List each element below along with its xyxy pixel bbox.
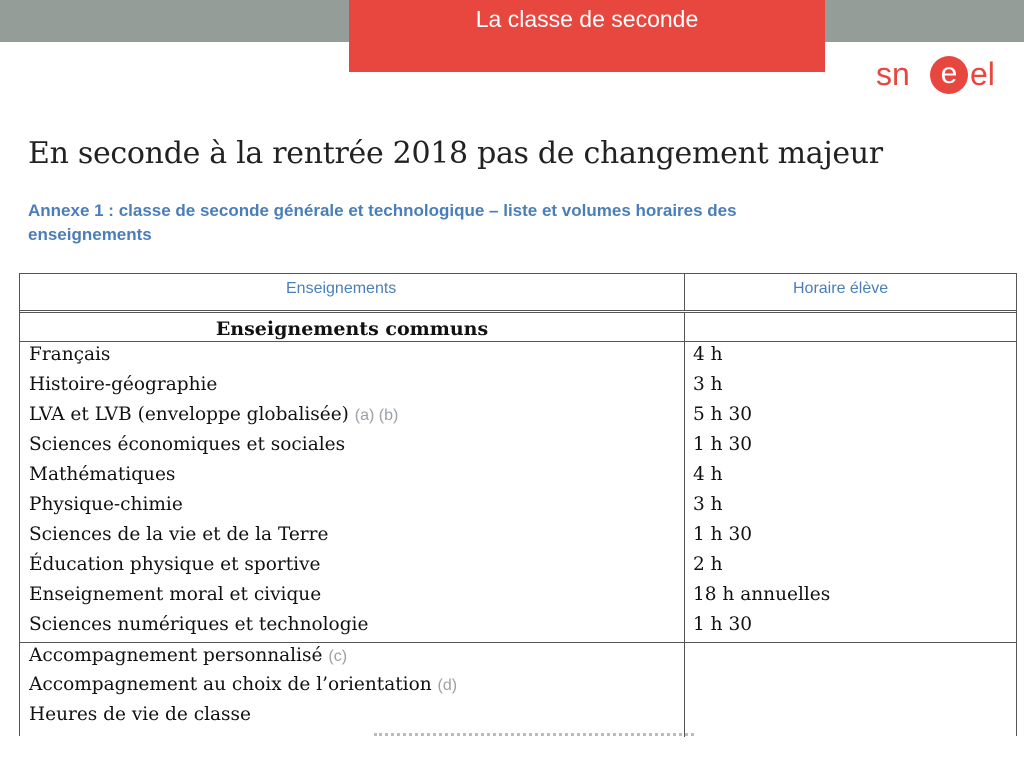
course-row-label: Physique-chimie xyxy=(29,494,183,515)
logo-circle-letter: e xyxy=(940,57,958,90)
course-row-label: Enseignement moral et civique xyxy=(29,584,322,605)
annex-title-line1: Annexe 1 : classe de seconde générale et technologique – liste et volumes horaires des xyxy=(28,201,737,220)
header-tab-label: La classe de seconde xyxy=(475,6,699,32)
footnote-mark: (a) (b) xyxy=(354,407,399,424)
hours-table xyxy=(19,273,1017,736)
hours-cell: 2 h xyxy=(693,554,723,575)
column-divider xyxy=(684,274,685,737)
course-row-label: Éducation physique et sportive xyxy=(29,554,321,575)
section-title: Enseignements communs xyxy=(215,318,489,340)
annex-title xyxy=(28,199,958,247)
snpel-logo xyxy=(876,50,996,98)
course-row-label: LVA et LVB (enveloppe globalisée) (a) (b) xyxy=(29,404,399,425)
logo-text-left: sn xyxy=(876,56,910,92)
logo-text-right: el xyxy=(970,56,995,92)
column-header-hours: Horaire élève xyxy=(793,280,889,297)
course-row-label: Sciences numériques et technologie xyxy=(29,614,369,635)
support-divider xyxy=(20,642,1016,643)
section-divider xyxy=(20,341,1016,342)
cropped-text-fragment xyxy=(374,733,694,740)
column-header-courses: Enseignements xyxy=(286,280,397,297)
hours-cell: 5 h 30 xyxy=(693,404,752,425)
hours-cell: 4 h xyxy=(693,464,723,485)
hours-cell: 1 h 30 xyxy=(693,434,752,455)
support-row-label: Heures de vie de classe xyxy=(29,704,251,725)
hours-cell: 1 h 30 xyxy=(693,614,752,635)
hours-cell: 3 h xyxy=(693,374,723,395)
course-row-label: Français xyxy=(29,344,111,365)
footnote-mark: (c) xyxy=(328,648,348,665)
slide-title: En seconde à la rentrée 2018 pas de changement majeur xyxy=(28,136,883,171)
annex-title-line2: enseignements xyxy=(28,225,152,244)
support-row-label: Accompagnement au choix de l’orientation (d) xyxy=(29,674,458,695)
course-row-label: Sciences économiques et sociales xyxy=(29,434,346,455)
course-row-label: Histoire-géographie xyxy=(29,374,218,395)
hours-cell: 18 h annuelles xyxy=(693,584,831,605)
course-row-label: Sciences de la vie et de la Terre xyxy=(29,524,329,545)
header-tab xyxy=(349,0,825,72)
hours-cell: 3 h xyxy=(693,494,723,515)
hours-cell: 4 h xyxy=(693,344,723,365)
support-row-label: Accompagnement personnalisé (c) xyxy=(29,645,348,666)
hours-cell: 1 h 30 xyxy=(693,524,752,545)
header-divider xyxy=(20,310,1016,313)
logo-circle xyxy=(930,56,968,94)
footnote-mark: (d) xyxy=(437,677,458,694)
course-row-label: Mathématiques xyxy=(29,464,176,485)
